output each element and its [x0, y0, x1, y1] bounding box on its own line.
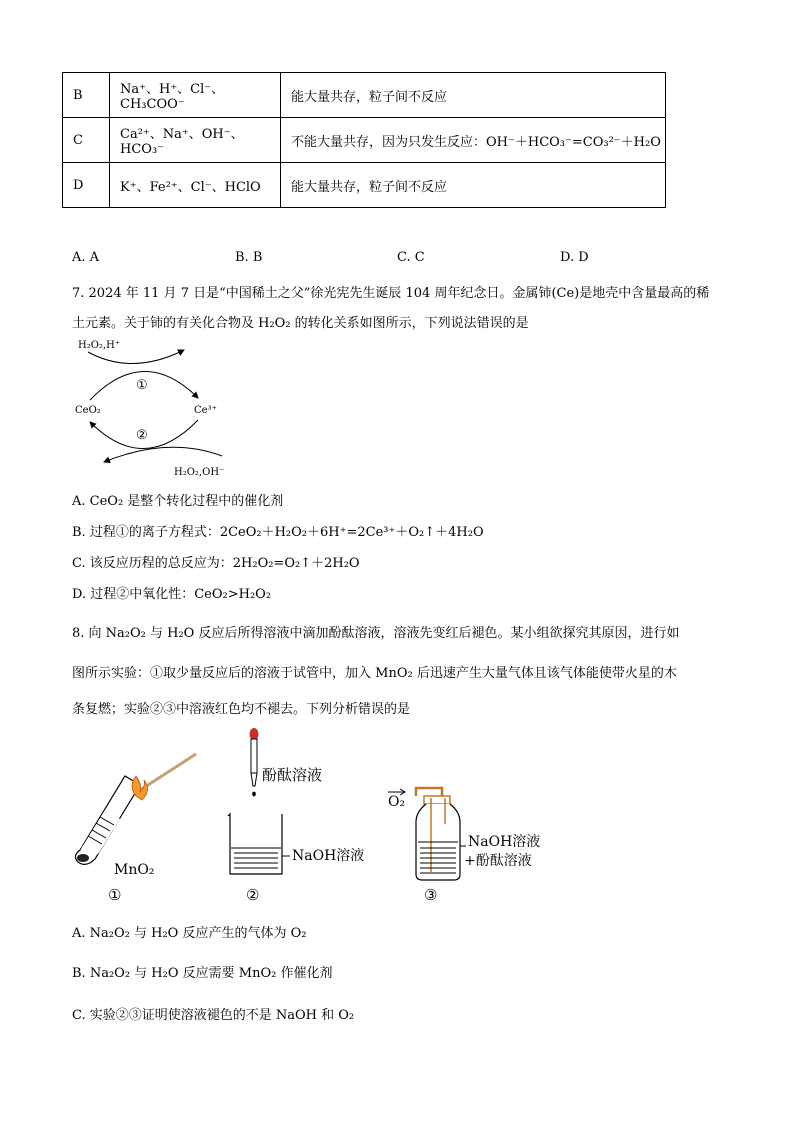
experiment-figure — [70, 722, 560, 906]
q7-option-c[interactable]: C. 该反应历程的总反应为：2H₂O₂=O₂↑＋2H₂O — [72, 556, 360, 571]
reagent-in-arrow-top — [88, 350, 184, 364]
beaker-setup — [228, 728, 364, 904]
q7-stem-line2: 土元素。关于铈的有关化合物及 H₂O₂ 的转化关系如图所示，下列说法错误的是 — [72, 316, 529, 331]
dropper-bulb — [250, 728, 259, 740]
o2-label: O₂ — [388, 794, 406, 810]
cerium-cycle-diagram — [72, 336, 252, 482]
beaker — [228, 814, 282, 874]
ce3-label: Ce³⁺ — [194, 405, 217, 416]
spark-flame-icon — [132, 776, 148, 800]
figure-num-1: ① — [108, 886, 122, 904]
q6-option-b[interactable]: B. B — [235, 250, 263, 265]
dropper-tube — [251, 739, 257, 773]
gas-inlet-tube — [416, 788, 442, 796]
q8-option-a[interactable]: A. Na₂O₂ 与 H₂O 反应产生的气体为 O₂ — [72, 926, 307, 941]
row-judgement: 能大量共存，粒子间不反应 — [281, 163, 666, 208]
q6-option-a[interactable]: A. A — [72, 250, 100, 265]
q8-stem-line1: 8. 向 Na₂O₂ 与 H₂O 反应后所得溶液中滴加酚酞溶液，溶液先变红后褪色。某小组欲探究其原因，进行如 — [72, 626, 680, 641]
figure-num-2: ② — [246, 886, 260, 904]
ceo2-label: CeO₂ — [75, 405, 101, 416]
q8-stem-line2: 图所示实验：①取少量反应后的溶液于试管中，加入 MnO₂ 后迅速产生大量气体且该气体能使带火星的木 — [72, 666, 677, 681]
row-label: C — [63, 118, 110, 163]
q7-option-a[interactable]: A. CeO₂ 是整个转化过程中的催化剂 — [72, 494, 284, 509]
bottom-reagent-label: H₂O₂,OH⁻ — [174, 467, 225, 478]
drop — [252, 792, 256, 797]
q7-stem-line1: 7. 2024 年 11 月 7 日是“中国稀土之父”徐光宪先生诞辰 104 周年纪念日。金属铈(Ce)是地壳中含量最高的稀 — [72, 286, 710, 301]
q7-option-b[interactable]: B. 过程①的离子方程式：2CeO₂＋H₂O₂＋6H⁺=2Ce³⁺＋O₂↑＋4H₂O — [72, 525, 484, 540]
q8-option-c[interactable]: C. 实验②③证明使溶液褪色的不是 NaOH 和 O₂ — [72, 1008, 355, 1023]
q6-option-d[interactable]: D. D — [560, 250, 589, 265]
reagent-in-arrow-bottom — [104, 447, 222, 462]
test-tube-setup — [75, 754, 196, 904]
step1-label: ① — [136, 378, 148, 393]
table-row — [63, 163, 666, 208]
row-ions: K⁺、Fe²⁺、Cl⁻、HClO — [110, 163, 281, 208]
q6-option-c[interactable]: C. C — [397, 250, 425, 265]
bottle-label-line2: +酚酞溶液 — [464, 853, 532, 869]
row-ions: Ca²⁺、Na⁺、OH⁻、HCO₃⁻ — [110, 118, 281, 163]
figure-num-3: ③ — [424, 886, 438, 904]
q7-option-d[interactable]: D. 过程②中氧化性：CeO₂>H₂O₂ — [72, 587, 272, 602]
ion-table — [62, 72, 666, 208]
mno2-label: MnO₂ — [114, 862, 155, 878]
step2-label: ② — [136, 428, 148, 443]
table-row — [63, 118, 666, 163]
row-ions: Na⁺、H⁺、Cl⁻、CH₃COO⁻ — [110, 73, 281, 118]
stopper — [424, 796, 450, 804]
row-label: B — [63, 73, 110, 118]
q8-stem-line3: 条复燃；实验②③中溶液红色均不褪去。下列分析错误的是 — [72, 702, 411, 717]
naoh-label: NaOH溶液 — [292, 848, 365, 864]
row-label: D — [63, 163, 110, 208]
top-reagent-label: H₂O₂,H⁺ — [78, 340, 121, 351]
bottle-label-line1: NaOH溶液 — [468, 834, 541, 850]
gas-bottle-setup — [388, 788, 540, 904]
dropper-label: 酚酞溶液 — [262, 766, 323, 784]
mno2-powder — [77, 854, 89, 862]
row-judgement: 能大量共存，粒子间不反应 — [281, 73, 666, 118]
q8-option-b[interactable]: B. Na₂O₂ 与 H₂O 反应需要 MnO₂ 作催化剂 — [72, 966, 333, 981]
row-judgement: 不能大量共存，因为只发生反应：OH⁻＋HCO₃⁻=CO₃²⁻＋H₂O — [281, 118, 666, 163]
beaker-liquid — [231, 848, 281, 868]
table-row — [63, 73, 666, 118]
